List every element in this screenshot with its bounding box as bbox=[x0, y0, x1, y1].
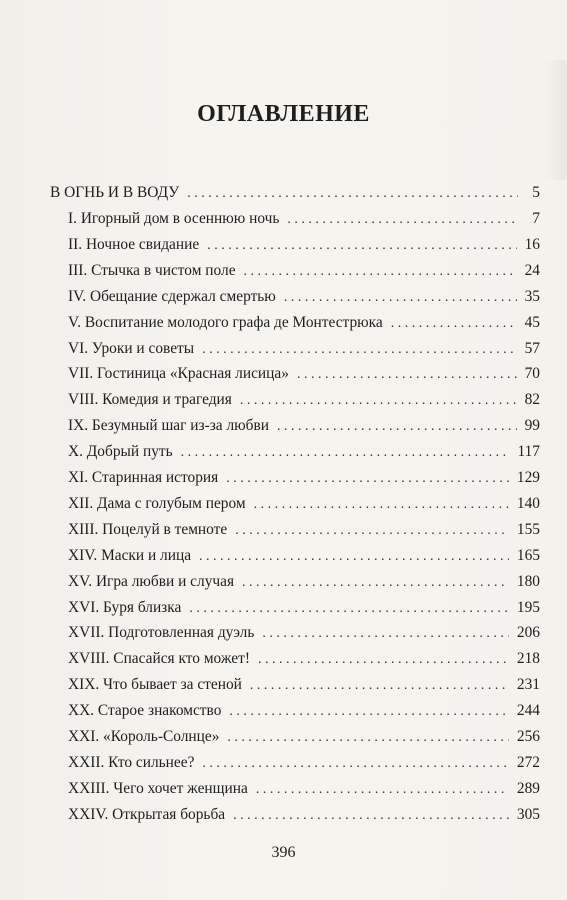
toc-entry-label: VI. Уроки и советы bbox=[68, 339, 195, 357]
dot-leader bbox=[181, 441, 510, 465]
toc-chapter-entry bbox=[68, 803, 540, 827]
toc-entry-label: XV. Игра любви и случая bbox=[68, 572, 235, 590]
toc-entry-page: 117 bbox=[517, 443, 540, 461]
toc-entry-page: 218 bbox=[516, 650, 540, 668]
toc-chapter-entry bbox=[68, 751, 540, 775]
dot-leader bbox=[187, 182, 518, 206]
toc-entry-label: XXII. Кто сильнее? bbox=[68, 753, 195, 771]
toc-chapter-entry bbox=[68, 233, 540, 257]
dot-leader bbox=[233, 804, 509, 828]
toc-chapter-entry bbox=[68, 388, 540, 412]
dot-leader bbox=[199, 545, 509, 569]
dot-leader bbox=[202, 752, 508, 776]
toc-entry-label: II. Ночное свидание bbox=[68, 235, 200, 253]
toc-entry-page: 231 bbox=[516, 676, 540, 694]
toc-chapter-entry bbox=[68, 596, 540, 620]
toc-chapter-entry bbox=[68, 544, 540, 568]
toc-chapter-entry bbox=[68, 311, 540, 335]
toc-entry-label: XX. Старое знакомство bbox=[68, 702, 222, 720]
toc-chapter-entry bbox=[68, 440, 540, 464]
toc-entry-label: XVII. Подготовленная дуэль bbox=[68, 624, 255, 642]
dot-leader bbox=[297, 363, 517, 387]
toc-entry-page: 57 bbox=[524, 339, 540, 357]
dot-leader bbox=[256, 778, 509, 802]
toc-entry-label: VII. Гостиница «Красная лисица» bbox=[68, 365, 289, 383]
dot-leader bbox=[250, 674, 509, 698]
toc-entry-page: 140 bbox=[516, 494, 540, 512]
dot-leader bbox=[229, 700, 509, 724]
toc-entry-label: XVIII. Спасайся кто может! bbox=[68, 650, 250, 668]
dot-leader bbox=[244, 260, 517, 284]
dot-leader bbox=[189, 597, 509, 621]
toc-entry-label: XVI. Буря близка bbox=[68, 598, 182, 616]
toc-chapter-entry bbox=[68, 673, 540, 697]
toc-entry-label: XXI. «Король-Солнце» bbox=[68, 728, 220, 745]
toc-chapter-entry bbox=[68, 725, 540, 749]
dot-leader bbox=[226, 467, 509, 491]
dot-leader bbox=[240, 389, 517, 413]
toc-entry-page: 206 bbox=[516, 624, 540, 642]
toc-part-entry bbox=[50, 181, 540, 205]
toc-entry-label: IV. Обещание сдержал смертью bbox=[68, 287, 276, 305]
toc-entry-page: 7 bbox=[532, 210, 540, 227]
toc-chapter-entry bbox=[68, 570, 540, 594]
toc-chapter-entry bbox=[68, 621, 540, 645]
toc-chapter-entry bbox=[68, 647, 540, 671]
dot-leader bbox=[202, 338, 516, 362]
toc-entry-label: В ОГНЬ И В ВОДУ bbox=[50, 184, 180, 201]
toc-entry-page: 165 bbox=[516, 546, 540, 564]
toc-entry-page: 272 bbox=[516, 753, 540, 771]
toc-entry-label: VIII. Комедия и трагедия bbox=[68, 391, 232, 409]
toc-entry-label: XXIV. Открытая борьба bbox=[68, 805, 226, 823]
dot-leader bbox=[235, 519, 509, 543]
toc-entry-page: 244 bbox=[516, 702, 540, 720]
toc-entry-label: III. Стычка в чистом поле bbox=[68, 261, 236, 279]
toc-entry-page: 195 bbox=[516, 598, 540, 616]
toc-entry-label: X. Добрый путь bbox=[68, 443, 173, 461]
toc-entry-label: XIII. Поцелуй в темноте bbox=[68, 520, 228, 538]
toc-chapter-entry bbox=[68, 414, 540, 438]
toc-chapter-entry bbox=[68, 492, 540, 516]
toc-chapter-entry bbox=[68, 285, 540, 309]
toc-entry-page: 24 bbox=[524, 261, 540, 279]
toc-entry-label: I. Игорный дом в осеннюю ночь bbox=[68, 210, 280, 227]
page-title: ОГЛАВЛЕНИЕ bbox=[197, 101, 370, 127]
toc-entry-page: 129 bbox=[516, 469, 540, 486]
toc-entry-label: XII. Дама с голубым пером bbox=[68, 494, 246, 512]
toc-chapter-entry bbox=[68, 466, 540, 490]
toc-entry-page: 180 bbox=[516, 572, 540, 590]
toc-entry-page: 82 bbox=[524, 391, 540, 409]
dot-leader bbox=[254, 493, 509, 517]
toc-chapter-entry bbox=[68, 699, 540, 723]
toc-entry-page: 99 bbox=[524, 417, 540, 435]
toc-entry-page: 155 bbox=[516, 520, 540, 538]
toc-chapter-entry bbox=[68, 362, 540, 386]
toc-entry-page: 305 bbox=[516, 805, 540, 823]
toc-entry-page: 256 bbox=[516, 728, 540, 745]
toc-entry-label: XIX. Что бывает за стеной bbox=[68, 676, 242, 694]
dot-leader bbox=[277, 415, 517, 439]
toc-entry-page: 45 bbox=[524, 313, 540, 331]
toc-entry-label: XI. Старинная история bbox=[68, 469, 219, 486]
dot-leader bbox=[242, 571, 509, 595]
toc-chapter-entry bbox=[68, 259, 540, 283]
page-number: 396 bbox=[271, 844, 296, 861]
dot-leader bbox=[207, 234, 516, 258]
dot-leader bbox=[227, 726, 509, 750]
toc-entry-label: XIV. Маски и лица bbox=[68, 546, 192, 564]
toc-chapter-entry bbox=[68, 518, 540, 542]
toc-chapter-entry bbox=[68, 337, 540, 361]
dot-leader bbox=[287, 208, 518, 232]
toc-chapter-entry bbox=[68, 207, 540, 231]
dot-leader bbox=[391, 312, 517, 336]
toc-chapter-entry bbox=[68, 777, 540, 801]
dot-leader bbox=[258, 648, 509, 672]
toc-entry-page: 35 bbox=[524, 287, 540, 305]
toc-entry-label: IX. Безумный шаг из-за любви bbox=[68, 417, 269, 435]
toc-entry-label: XXIII. Чего хочет женщина bbox=[68, 779, 248, 797]
toc-entry-page: 16 bbox=[524, 235, 540, 253]
toc-entry-page: 70 bbox=[524, 365, 540, 383]
toc-entry-label: V. Воспитание молодого графа де Монтестрюка bbox=[68, 313, 383, 331]
toc-entry-page: 289 bbox=[516, 779, 540, 797]
toc-entry-page: 5 bbox=[532, 184, 540, 201]
dot-leader bbox=[262, 622, 509, 646]
dot-leader bbox=[284, 286, 517, 310]
